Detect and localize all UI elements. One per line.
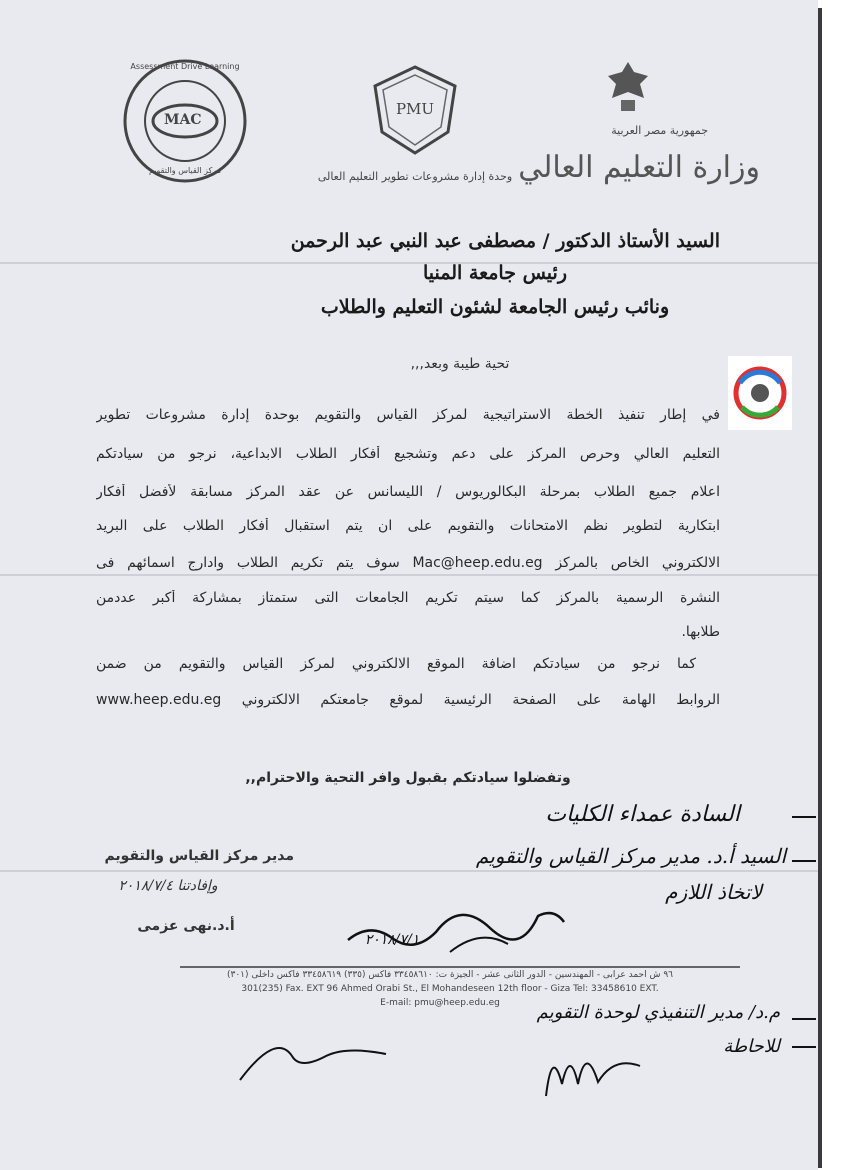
handwritten-signature bbox=[340, 892, 570, 962]
pmu-logo-text: PMU bbox=[395, 100, 435, 118]
addressee-subtitle: ونائب رئيس الجامعة لشئون التعليم والطلاب bbox=[320, 296, 670, 318]
egypt-eagle-emblem bbox=[604, 58, 652, 114]
handwritten-signature bbox=[540, 1036, 650, 1106]
watermark-badge bbox=[728, 356, 792, 430]
handwritten-note: م.د/ مدير التنفيذي لوحدة التقويم bbox=[536, 1002, 780, 1023]
handwritten-dash bbox=[792, 816, 816, 818]
fold-line bbox=[0, 870, 818, 872]
handwritten-dash bbox=[792, 1018, 816, 1020]
body-line: في إطار تنفيذ الخطة الاستراتيجية لمركز القياس والتقويم بوحدة إدارة مشروعات تطوير bbox=[96, 407, 720, 423]
addressee-title: رئيس جامعة المنيا bbox=[422, 262, 568, 284]
mac-seal-logo bbox=[122, 58, 248, 184]
handwritten-signature bbox=[236, 1026, 396, 1086]
greeting: تحية طيبة وبعد,,, bbox=[410, 356, 510, 372]
body-line: الروابط الهامة على الصفحة الرئيسية لموقع جامعتكم الالكتروني www.heep.edu.eg bbox=[96, 692, 720, 708]
handwritten-note: السادة عمداء الكليات bbox=[545, 802, 740, 827]
footer-email: E-mail: pmu@heep.edu.eg bbox=[380, 998, 500, 1008]
mac-seal-center-text: MAC bbox=[164, 112, 202, 128]
handwritten-dash bbox=[792, 1046, 816, 1048]
body-line: كما نرجو من سيادتكم اضافة الموقع الالكتروني لمركز القياس والتقويم من ضمن bbox=[96, 656, 696, 672]
ministry-title: وزارة التعليم العالي bbox=[518, 150, 760, 185]
body-line: الالكتروني الخاص بالمركز Mac@heep.edu.eg سوف يتم تكريم الطلاب وادارج اسمائهم فى bbox=[96, 555, 720, 571]
mac-seal-bottom-text: مركز القياس والتقويم bbox=[149, 166, 221, 175]
page-edge bbox=[818, 8, 822, 1168]
handwritten-note: وإفادتنا ٢٠١٨/٧/٤ bbox=[118, 878, 218, 894]
footer-divider bbox=[180, 966, 740, 968]
addressee-name: السيد الأستاذ الدكتور / مصطفى عبد النبي عبد الرحمن bbox=[290, 230, 720, 252]
footer-address-english: 301(235) Fax. EXT 96 Ahmed Orabi St., El Mohandeseen 12th floor - Giza Tel: 33458610 EXT. bbox=[241, 984, 659, 994]
mac-seal-ring-text: Assessment Drive Learning bbox=[130, 62, 240, 71]
handwritten-note: لاتخاذ اللازم bbox=[665, 880, 762, 904]
signature-date: ٢٠١٨/٧/١ bbox=[364, 932, 420, 948]
handwritten-dash bbox=[792, 860, 816, 862]
signer-name: أ.د.نهى عزمى bbox=[137, 918, 235, 934]
fold-line bbox=[0, 574, 818, 576]
handwritten-note: السيد أ.د. مدير مركز القياس والتقويم bbox=[475, 844, 786, 868]
body-line: طلابها. bbox=[681, 624, 720, 640]
pmu-caption: وحدة إدارة مشروعات تطوير التعليم العالى bbox=[317, 170, 513, 183]
footer-address-arabic: ٩٦ ش أحمد عرابى - المهندسين - الدور الثانى عشر - الجيزة ت: ٣٣٤٥٨٦١٠ فاكس (٣٣٥) ٣٣٤٥٨٦١٩ فاكس داخلى (٣٠١) bbox=[226, 970, 674, 980]
signer-title: مدير مركز القياس والتقويم bbox=[104, 848, 294, 864]
body-line: التعليم العالي وحرص المركز على دعم وتشجيع أفكار الطلاب الابداعية، نرجو من سيادتكم bbox=[96, 446, 720, 462]
handwritten-note: للاحاطة bbox=[723, 1036, 780, 1057]
closing-text: وتفضلوا سيادتكم بقبول وافر التحية والاحترام,, bbox=[245, 770, 571, 786]
body-line: اعلام جميع الطلاب بمرحلة البكالوريوس / الليسانس عن عقد المركز مسابقة لأفضل أفكار bbox=[96, 484, 720, 500]
pmu-logo bbox=[372, 64, 458, 156]
body-line: النشرة الرسمية بالمركز كما سيتم تكريم الجامعات التى ستمتاز بمشاركة أكبر عددمن bbox=[96, 590, 720, 606]
body-line: ابتكارية لتطوير نظم الامتحانات والتقويم على ان يتم استقبال أفكار الطلاب على البريد bbox=[96, 518, 720, 534]
republic-text: جمهورية مصر العربية bbox=[611, 124, 708, 137]
